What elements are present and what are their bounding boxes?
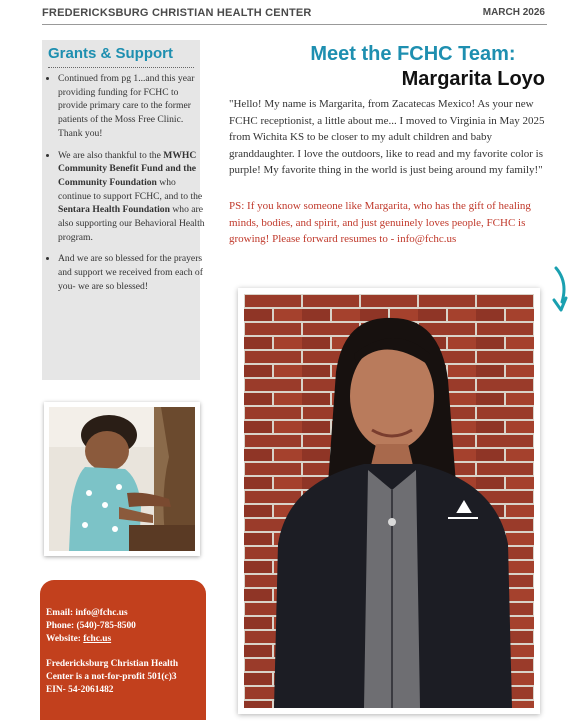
staff-portrait-photo xyxy=(238,288,540,714)
ein-number: EIN- 54-2061482 xyxy=(46,685,114,696)
grants-title: Grants & Support xyxy=(48,45,174,62)
grants-divider xyxy=(48,67,194,68)
grants-bullet-1: • Continued from pg 1...and this year providing funding for FCHC to provide primary care to the former patients of the Moss Free Clinic. Thank you! xyxy=(58,72,208,141)
grants-support-box xyxy=(42,40,205,380)
grants-bullet-2 xyxy=(58,149,208,245)
staff-intro-quote: "Hello! My name is Margarita, from Zacatecas Mexico! As your new FCHC receptionist, a little about me... I moved to Virginia in May 2025 from Wichita KS to be closer to my adult children and baby granddaughter. I love the outdoors, like to read and my favorite color is purple! My favorite thing in the world is just being around my family!" xyxy=(229,98,545,176)
organization-name: FREDERICKSBURG CHRISTIAN HEALTH CENTER xyxy=(42,7,312,19)
contact-email[interactable]: Email: info@fchc.us xyxy=(46,608,128,618)
grants-text: who are also supporting our Behavioral Health program. xyxy=(58,204,205,243)
funder-name: Sentara Health Foundation xyxy=(58,204,170,216)
curved-arrow-icon xyxy=(546,266,568,321)
feature-heading: Meet the FCHC Team: xyxy=(310,43,516,65)
header-divider xyxy=(42,24,547,25)
grants-bullet-3: • And we are so blessed for the prayers and support we received from each of you- we are so blessed! xyxy=(58,252,208,293)
grants-text: who continue to support FCHC, and to the xyxy=(58,176,203,202)
grants-text: We are also thankful to the xyxy=(58,149,164,161)
child-care-photo xyxy=(44,402,200,556)
staff-name: Margarita Loyo xyxy=(401,68,545,90)
nonprofit-statement: Fredericksburg Christian Health Center is a not-for-profit 501(c)3 xyxy=(46,658,179,682)
funder-name: MWHC Community Benefit Fund and the Community Foundation xyxy=(58,149,197,188)
hiring-note: PS: If you know someone like Margarita, who has the gift of healing minds, bodies, and spirit, and just genuinely loves people, FCHC is growing! Please forward resumes to - info@fchc.us xyxy=(229,200,531,245)
contact-website-row xyxy=(46,633,204,646)
website-link[interactable]: fchc.us xyxy=(83,634,112,645)
contact-info-box xyxy=(40,580,206,720)
issue-date: MARCH 2026 xyxy=(482,7,545,18)
grants-list xyxy=(46,72,208,302)
page-header xyxy=(0,0,583,28)
website-label: Website: xyxy=(46,634,84,645)
contact-phone: Phone: (540)-785-8500 xyxy=(46,621,136,632)
